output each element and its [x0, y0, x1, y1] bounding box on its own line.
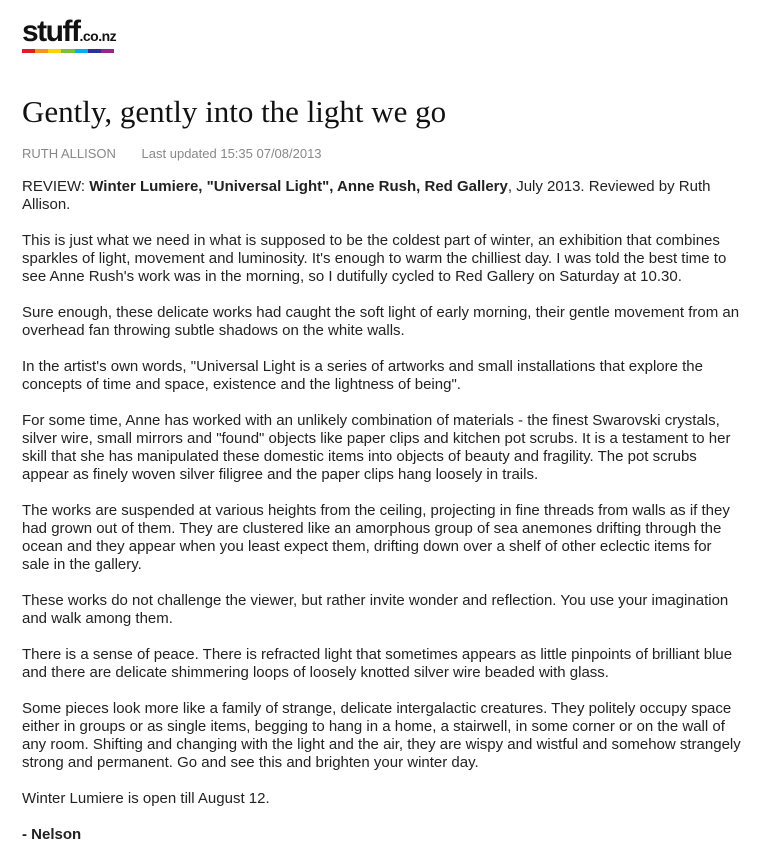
article-paragraph: In the artist's own words, "Universal Light is a series of artworks and small installations that explore the concepts of time and space, existence and the lightness of being". [22, 358, 703, 393]
article-paragraph: Winter Lumiere is open till August 12. [22, 790, 270, 807]
author-name: RUTH ALLISON [22, 146, 116, 161]
logo-color-segment [48, 49, 61, 53]
logo-color-segment [35, 49, 48, 53]
logo-color-segment [61, 49, 74, 53]
article-body [22, 178, 742, 844]
article-paragraph: Sure enough, these delicate works had caught the soft light of early morning, their gentle movement from an overhead fan throwing subtle shadows on the white walls. [22, 304, 740, 339]
logo-domain-suffix: .co.nz [79, 28, 117, 44]
article-headline: Gently, gently into the light we go [22, 94, 447, 129]
article-paragraph: These works do not challenge the viewer, but rather invite wonder and reflection. You use your imagination and walk among them. [22, 592, 729, 627]
article-paragraph: For some time, Anne has worked with an unlikely combination of materials - the finest Swarovski crystals, silver wire, small mirrors and "found" objects like paper clips and kitchen pot scrubs. It is a testament to her skill that she has manipulated these domestic items into objects of beauty and fragility. The pot scrubs appear as finely woven silver filigree and the paper clips hang loosely in trails. [22, 412, 731, 483]
site-logo[interactable] [22, 15, 117, 54]
review-title: Winter Lumiere, "Universal Light", Anne Rush, Red Gallery [89, 178, 508, 195]
logo-wordmark: stuff [22, 15, 80, 48]
byline [22, 146, 742, 162]
logo-color-segment [88, 49, 101, 53]
logo-color-segment [22, 49, 35, 53]
article-paragraph: This is just what we need in what is supposed to be the coldest part of winter, an exhibition that combines sparkles of light, movement and luminosity. It's enough to warm the chilliest day. I was told the best time to see Anne Rush's work was in the morning, so I dutifully cycled to Red Gallery on Saturday at 10.30. [22, 232, 727, 285]
article-paragraph: There is a sense of peace. There is refracted light that sometimes appears as little pinpoints of brilliant blue and there are delicate shimmering loops of loosely knotted silver wire beaded with glass. [22, 646, 733, 681]
logo-color-segment [101, 49, 114, 53]
logo-color-segment [75, 49, 88, 53]
review-prefix: REVIEW: [22, 178, 90, 195]
article-paragraph: Some pieces look more like a family of strange, delicate intergalactic creatures. They politely occupy space either in groups or as single items, begging to hang in a home, a stairwell, in some corner or on the wall of any room. Shifting and changing with the light and the air, they are wispy and wistful and somehow strangely strong and permanent. Go and see this and brighten your winter day. [22, 700, 741, 771]
page [22, 15, 742, 862]
article-paragraph: The works are suspended at various heights from the ceiling, projecting in fine threads from walls as if they had grown out of them. They are clustered like an amorphous group of sea anemones drifting through the ocean and they appear when you least expect them, drifting down over a shelf of other eclectic items for sale in the gallery. [22, 502, 730, 573]
review-line [22, 178, 742, 214]
last-updated: Last updated 15:35 07/08/2013 [141, 146, 322, 161]
logo-color-bar [22, 49, 114, 53]
article-signoff: - Nelson [22, 826, 82, 843]
review-suffix: , July 2013. Reviewed by Ruth Allison. [22, 178, 711, 213]
